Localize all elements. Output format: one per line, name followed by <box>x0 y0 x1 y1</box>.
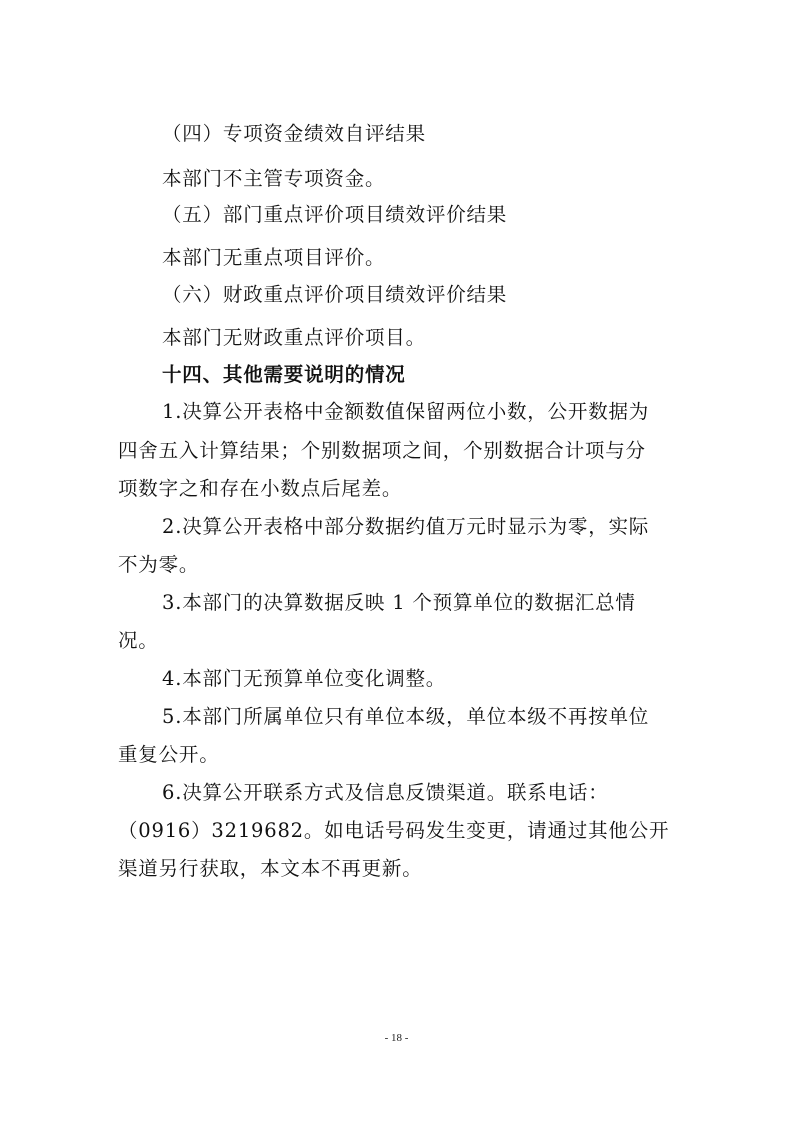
item-2-line-2: 不为零。 <box>118 553 200 576</box>
section-14-heading: 十四、其他需要说明的情况 <box>162 363 406 386</box>
item-6-line-3: 渠道另行获取，本文本不再更新。 <box>118 857 423 880</box>
item-6-line-2: （0916）3219682。如电话号码发生变更，请通过其他公开 <box>118 819 670 842</box>
section-4-body: 本部门不主管专项资金。 <box>162 167 386 190</box>
item-2-line-1: 2.决算公开表格中部分数据约值万元时显示为零，实际 <box>162 515 650 538</box>
item-3-line-1: 3.本部门的决算数据反映 1 个预算单位的数据汇总情 <box>162 591 636 614</box>
section-5-title: （五）部门重点评价项目绩效评价结果 <box>162 203 508 226</box>
section-6-title: （六）财政重点评价项目绩效评价结果 <box>162 283 508 306</box>
section-5-body: 本部门无重点项目评价。 <box>162 246 386 269</box>
item-1-line-3: 项数字之和存在小数点后尾差。 <box>118 477 403 500</box>
item-4-line-1: 4.本部门无预算单位变化调整。 <box>162 667 447 690</box>
page-number: - 18 - <box>384 1032 409 1044</box>
item-5-line-2: 重复公开。 <box>118 743 220 766</box>
item-1-line-1: 1.决算公开表格中金额数值保留两位小数，公开数据为 <box>162 400 650 423</box>
section-4-title: （四）专项资金绩效自评结果 <box>162 122 426 145</box>
item-6-line-1: 6.决算公开联系方式及信息反馈渠道。联系电话： <box>162 781 609 804</box>
item-5-line-1: 5.本部门所属单位只有单位本级，单位本级不再按单位 <box>162 705 650 728</box>
item-3-line-2: 况。 <box>118 629 159 652</box>
item-1-line-2: 四舍五入计算结果；个别数据项之间，个别数据合计项与分 <box>118 439 646 462</box>
section-6-body: 本部门无财政重点评价项目。 <box>162 326 426 349</box>
